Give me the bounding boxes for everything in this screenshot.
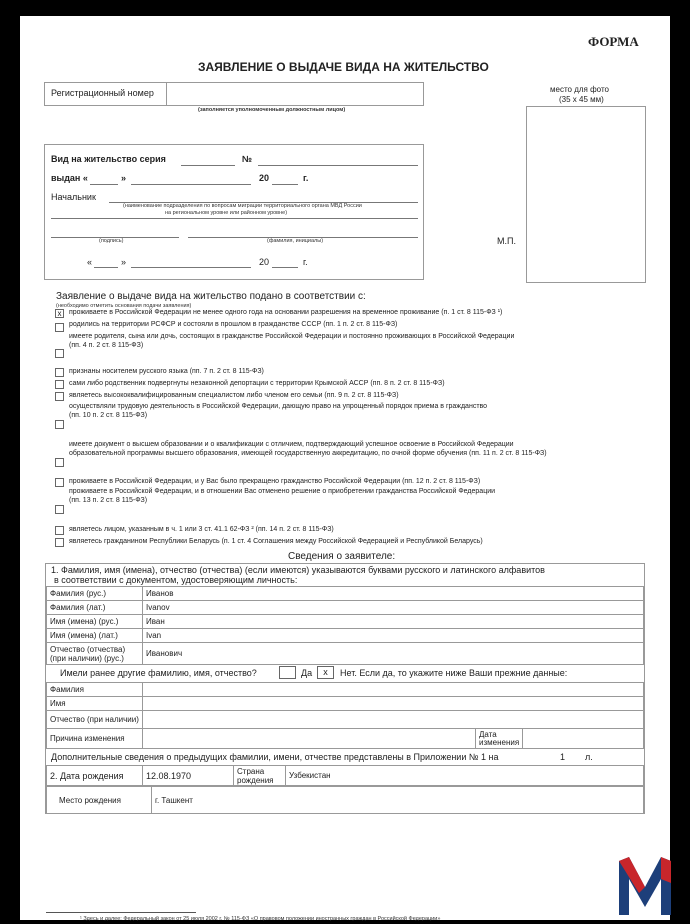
row-value[interactable]: Иванович (143, 643, 644, 665)
change-reason-table (46, 728, 644, 749)
birth-date-label: 2. Дата рождения (47, 766, 143, 786)
place-label: Место рождения (47, 787, 152, 814)
ground-text: осуществляли трудовую деятельность в Российской Федерации, дающую право на упрощенный порядок приема в гражданство (69, 403, 488, 410)
ground-checkbox[interactable] (55, 458, 64, 467)
permit-series-line[interactable] (181, 165, 235, 166)
ground-text: признаны носителем русского языка (пп. 7 п. 2 ст. 8 115-ФЗ) (69, 368, 264, 375)
prev-row-label: Имя (47, 697, 143, 711)
chief-label: Начальник (51, 192, 96, 202)
issued-quote-close: » (121, 173, 127, 183)
ground-checkbox[interactable] (55, 505, 64, 514)
q1-line-1: 1. Фамилия, имя (имена), отчество (отчества) (если имеются) указываются буквами русского и латинского алфавитов (51, 565, 545, 575)
ground-text: проживаете в Российской Федерации, и в отношении Вас отменено решение о приобретении гражданства Российской Федерации (69, 488, 496, 495)
ground-checkbox[interactable] (55, 420, 64, 429)
registration-note: (заполняется уполномоченным должностным лицом) (198, 107, 346, 113)
prev-row-label: Отчество (при наличии) (47, 711, 143, 729)
change-date-label: Дата изменения (476, 729, 523, 749)
issued-day-line[interactable] (90, 184, 118, 185)
row-value[interactable]: Иван (143, 615, 644, 629)
date-year-suffix: г. (303, 257, 308, 267)
permit-series-label: Вид на жительство серия (51, 154, 166, 164)
permit-number-label: № (242, 154, 253, 164)
form-label: ФОРМА (588, 34, 639, 49)
prev-row-value[interactable] (143, 683, 644, 697)
chief-note-1: (наименование подразделения по вопросам миграции территориального органа МВД России (123, 203, 362, 209)
signature-note: (подпись) (99, 238, 124, 244)
table-row (47, 683, 644, 697)
footnote: ¹ Здесь и далее: Федеральный закон от 25 июля 2002 г. № 115-ФЗ «О правовом положении иностранных граждан в Российской Федерации» (80, 916, 441, 922)
ground-text: имеете документ о высшем образовании и о квалификации с отличием, подтверждающий успешное освоение в Российской Федерации (69, 441, 514, 448)
ground-checkbox[interactable] (55, 538, 64, 547)
ground-checkbox[interactable] (55, 526, 64, 535)
table-row (47, 601, 644, 615)
form-page (20, 16, 670, 920)
ground-text: проживаете в Российской Федерации не менее одного года на основании разрешения на временное проживание (п. 1 ст. 8 115-ФЗ ¹) (69, 309, 503, 316)
prev-name-question: Имели ранее другие фамилию, имя, отчество? (60, 668, 257, 678)
chief-note-2: на региональном уровне или районном уровне) (165, 210, 288, 216)
place-value[interactable]: г. Ташкент (152, 787, 644, 814)
ground-checkbox[interactable]: x (55, 309, 64, 318)
ground-text: являетесь гражданином Республики Беларусь (п. 1 ст. 4 Соглашения между Российской Федерацией и Республикой Беларусь) (69, 538, 483, 545)
q1-line-2: в соответствии с документом, удостоверяющим личность: (54, 575, 298, 585)
ground-checkbox[interactable] (55, 349, 64, 358)
applicant-section-title: Сведения о заявителе: (288, 551, 396, 562)
ground-checkbox[interactable] (55, 380, 64, 389)
photo-label: место для фото (550, 85, 609, 94)
ground-text: образовательной программы высшего образования, имеющей государственную аккредитацию, по очной форме обучения (пп. 11 п. 2 ст. 8 115-ФЗ) (69, 450, 547, 457)
ground-text: (пп. 10 п. 2 ст. 8 115-ФЗ) (69, 412, 148, 419)
footnote-divider (46, 912, 196, 913)
country-label: Страна рождения (234, 766, 286, 786)
fullname-note: (фамилия, инициалы) (267, 238, 324, 244)
ground-text: являетесь высококвалифицированным специалистом либо членом его семьи (пп. 9 п. 2 ст. 8 115-ФЗ) (69, 392, 399, 399)
additional-info-count[interactable]: 1 (560, 752, 566, 762)
prev-yes-checkbox[interactable] (279, 666, 296, 679)
row-value[interactable]: Ivan (143, 629, 644, 643)
table-row (47, 711, 644, 729)
date-open: « (87, 257, 93, 267)
ground-text: являетесь лицом, указанным в ч. 1 или 3 ст. 41.1 62-ФЗ ² (пп. 14 п. 2 ст. 8 115-ФЗ) (69, 526, 334, 533)
table-row (47, 629, 644, 643)
page-title: ЗАЯВЛЕНИЕ О ВЫДАЧЕ ВИДА НА ЖИТЕЛЬСТВО (198, 60, 489, 74)
grounds-note: (необходимо отметить основания подачи заявления) (56, 303, 192, 309)
ground-text: сами либо родственник подвергнуты незаконной депортации с территории Крымской АССР (пп. 8 п. 2 ст. 8 115-ФЗ) (69, 380, 445, 387)
permit-box (44, 144, 424, 280)
reason-value[interactable] (143, 729, 476, 749)
additional-info-text: Дополнительные сведения о предыдущих фамилии, имени, отчестве представлены в Приложении № 1 на (51, 752, 499, 762)
issued-year-line[interactable] (272, 184, 298, 185)
row-value[interactable]: Иванов (143, 587, 644, 601)
issued-year-prefix: 20 (259, 173, 270, 183)
additional-info-suffix: л. (585, 752, 593, 762)
ground-checkbox[interactable] (55, 478, 64, 487)
date-day-line[interactable] (94, 267, 118, 268)
table-row (47, 615, 644, 629)
reason-label: Причина изменения (47, 729, 143, 749)
table-row (47, 729, 644, 749)
date-close: » (121, 257, 127, 267)
table-row (47, 787, 644, 814)
issued-label: выдан « (51, 173, 88, 183)
issued-month-line[interactable] (131, 184, 251, 185)
permit-number-line[interactable] (258, 165, 418, 166)
date-year-prefix: 20 (259, 257, 270, 267)
brand-logo (615, 853, 675, 924)
grounds-title: Заявление о выдаче вида на жительство подано в соответствии с: (56, 291, 366, 302)
birth-place-table (46, 786, 644, 814)
name-table (46, 586, 644, 665)
ground-checkbox[interactable] (55, 368, 64, 377)
prev-yes-label: Да (301, 668, 313, 678)
birth-table (46, 765, 644, 786)
chief-line-2[interactable] (51, 218, 418, 219)
ground-checkbox[interactable] (55, 392, 64, 401)
table-row (47, 643, 644, 665)
stamp-label: М.П. (497, 236, 516, 246)
table-row (47, 587, 644, 601)
ground-text: проживаете в Российской Федерации, и у Вас было прекращено гражданство Российской Федерации (пп. 12 п. 2 ст. 8 115-ФЗ) (69, 478, 481, 485)
ground-text: (пп. 13 п. 2 ст. 8 115-ФЗ) (69, 497, 148, 504)
prev-row-value[interactable] (143, 697, 644, 711)
ground-text: имеете родителя, сына или дочь, состоящих в гражданстве Российской Федерации и постоянно проживающих в Российской Федерации (69, 333, 515, 340)
row-label: Имя (имена) (лат.) (47, 629, 143, 643)
country-value[interactable]: Узбекистан (286, 766, 644, 786)
change-date-value[interactable] (523, 729, 644, 749)
photo-box[interactable] (526, 106, 646, 283)
row-label: Фамилия (рус.) (47, 587, 143, 601)
issued-year-suffix: г. (303, 173, 309, 183)
date-month-line[interactable] (131, 267, 251, 268)
table-row (47, 697, 644, 711)
registration-label: Регистрационный номер (51, 88, 154, 98)
photo-size: (35 х 45 мм) (559, 95, 604, 104)
prev-name-table (46, 682, 644, 729)
applicant-section (45, 563, 645, 814)
row-value[interactable]: Ivanov (143, 601, 644, 615)
date-year-line[interactable] (272, 267, 298, 268)
ground-text: родились на территории РСФСР и состояли в прошлом в гражданстве СССР (пп. 1 п. 2 ст. 8 115-ФЗ) (69, 321, 398, 328)
ground-checkbox[interactable] (55, 323, 64, 332)
prev-no-label: Нет. Если да, то укажите ниже Ваши прежние данные: (340, 668, 568, 678)
row-label: Отчество (отчества) (при наличии) (рус.) (47, 643, 143, 665)
birth-date-value[interactable]: 12.08.1970 (143, 766, 234, 786)
row-label: Фамилия (лат.) (47, 601, 143, 615)
prev-no-checkbox[interactable]: x (317, 666, 334, 679)
prev-row-value[interactable] (143, 711, 644, 729)
prev-row-label: Фамилия (47, 683, 143, 697)
ground-text: (пп. 4 п. 2 ст. 8 115-ФЗ) (69, 342, 144, 349)
registration-number-field[interactable] (44, 82, 424, 106)
row-label: Имя (имена) (рус.) (47, 615, 143, 629)
table-row (47, 766, 644, 786)
